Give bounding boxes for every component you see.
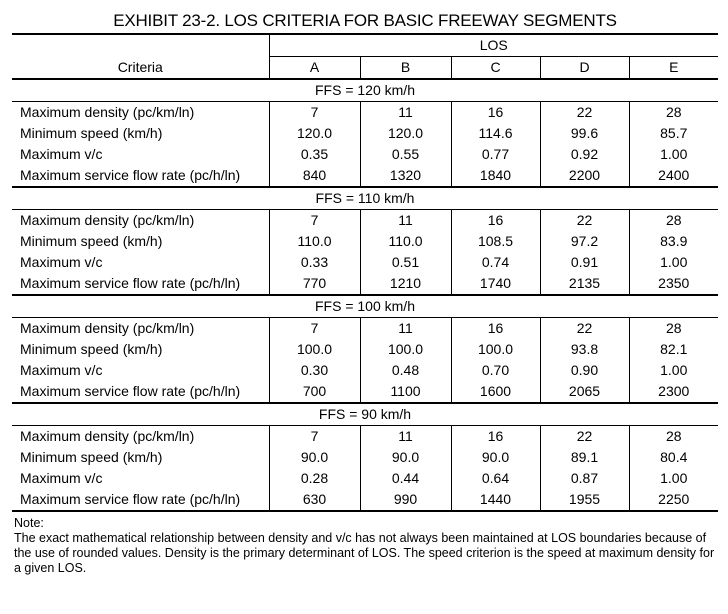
los-value-cell: 7	[269, 318, 360, 340]
los-column-header: C	[451, 57, 540, 80]
los-value-cell: 1.00	[660, 146, 688, 162]
ffs-label: FFS = 100 km/h	[315, 298, 415, 314]
los-value-cell: 700	[269, 381, 360, 403]
los-value-cell: 120.0	[269, 123, 360, 144]
los-value-cell: 100.0	[360, 339, 451, 360]
header-row-los	[12, 34, 718, 57]
los-value-cell: 89.1	[540, 447, 629, 468]
criteria-label: Maximum v/c	[12, 360, 269, 381]
los-value-cell: 0.87	[540, 468, 629, 489]
los-value-cell: 0.70	[451, 360, 540, 381]
criteria-row	[12, 360, 718, 381]
criteria-row	[12, 468, 718, 489]
los-value-cell: 0.48	[360, 360, 451, 381]
los-value-cell: 0.51	[360, 252, 451, 273]
los-value-cell: 7	[269, 210, 360, 232]
los-value-cell: 93.8	[540, 339, 629, 360]
criteria-row	[12, 252, 718, 273]
criteria-row	[12, 123, 718, 144]
los-value-cell: 990	[360, 489, 451, 511]
los-value-cell: 22	[540, 210, 629, 232]
ffs-label: FFS = 90 km/h	[318, 406, 412, 422]
criteria-label: Maximum service flow rate (pc/h/ln)	[12, 489, 269, 511]
ffs-group-row	[12, 403, 718, 426]
criteria-label: Maximum density (pc/km/ln)	[12, 426, 269, 448]
los-value-cell: 1840	[451, 165, 540, 187]
los-value-cell: 11	[360, 318, 451, 340]
los-value-cell: 97.2	[540, 231, 629, 252]
los-value-cell: 11	[360, 102, 451, 124]
los-value-cell: 90.0	[269, 447, 360, 468]
los-value-cell: 1740	[451, 273, 540, 295]
los-value-cell: 0.64	[451, 468, 540, 489]
criteria-label: Minimum speed (km/h)	[12, 231, 269, 252]
los-value-cell: 0.44	[360, 468, 451, 489]
los-value-cell: 114.6	[451, 123, 540, 144]
los-column-header: A	[269, 57, 360, 80]
note-label: Note:	[14, 516, 44, 530]
los-value-cell: 22	[540, 318, 629, 340]
los-value-cell: 630	[269, 489, 360, 511]
criteria-label: Maximum density (pc/km/ln)	[12, 210, 269, 232]
los-value-cell: 120.0	[360, 123, 451, 144]
los-value-cell: 0.91	[540, 252, 629, 273]
los-value-cell: 11	[360, 210, 451, 232]
criteria-label: Minimum speed (km/h)	[12, 123, 269, 144]
los-value-cell: 1100	[360, 381, 451, 403]
los-value-cell: 1210	[360, 273, 451, 295]
los-value-cell: 7	[269, 102, 360, 124]
los-value-cell: 110.0	[269, 231, 360, 252]
los-criteria-table	[12, 33, 718, 512]
los-value-cell: 83.9	[660, 233, 688, 249]
criteria-label: Minimum speed (km/h)	[12, 339, 269, 360]
los-value-cell: 7	[269, 426, 360, 448]
criteria-label: Maximum service flow rate (pc/h/ln)	[12, 165, 269, 187]
criteria-header: Criteria	[12, 34, 269, 79]
los-value-cell: 2400	[658, 167, 690, 183]
los-value-cell: 16	[451, 426, 540, 448]
los-value-cell: 0.90	[540, 360, 629, 381]
los-value-cell: 16	[451, 318, 540, 340]
ffs-group-row	[12, 79, 718, 102]
los-value-cell: 0.77	[451, 144, 540, 165]
los-header: LOS	[269, 34, 718, 57]
los-value-cell: 1.00	[660, 470, 688, 486]
los-value-cell: 2135	[540, 273, 629, 295]
los-value-cell: 28	[665, 104, 682, 120]
los-value-cell: 0.55	[360, 144, 451, 165]
criteria-row	[12, 144, 718, 165]
ffs-label: FFS = 120 km/h	[315, 82, 415, 98]
criteria-label: Maximum service flow rate (pc/h/ln)	[12, 273, 269, 295]
los-value-cell: 2350	[658, 275, 690, 291]
los-value-cell: 770	[269, 273, 360, 295]
criteria-row	[12, 489, 718, 511]
criteria-label: Maximum v/c	[12, 468, 269, 489]
los-value-cell: 2300	[658, 383, 690, 399]
exhibit-title: EXHIBIT 23-2. LOS CRITERIA FOR BASIC FREEWAY SEGMENTS	[113, 11, 617, 30]
los-value-cell: 28	[665, 320, 682, 336]
los-value-cell: 0.28	[269, 468, 360, 489]
criteria-label: Maximum density (pc/km/ln)	[12, 318, 269, 340]
criteria-label: Maximum v/c	[12, 252, 269, 273]
los-value-cell: 16	[451, 102, 540, 124]
criteria-label: Maximum service flow rate (pc/h/ln)	[12, 381, 269, 403]
exhibit	[12, 8, 718, 576]
criteria-row	[12, 165, 718, 187]
los-value-cell: 0.30	[269, 360, 360, 381]
los-value-cell: 110.0	[360, 231, 451, 252]
table-body	[12, 79, 718, 511]
los-value-cell: 80.4	[660, 449, 688, 465]
los-value-cell: 0.33	[269, 252, 360, 273]
los-value-cell: 100.0	[269, 339, 360, 360]
los-value-cell: 1600	[451, 381, 540, 403]
los-value-cell: 0.92	[540, 144, 629, 165]
los-value-cell: 22	[540, 102, 629, 124]
note-text: The exact mathematical relationship between density and v/c has not always been maintained at LOS boundaries because of the use of rounded values. Density is the primary determinant of LOS. The speed criterion is the speed at maximum density for a given LOS.	[14, 531, 715, 575]
los-value-cell: 82.1	[660, 341, 688, 357]
criteria-row	[12, 339, 718, 360]
los-value-cell: 85.7	[660, 125, 688, 141]
los-value-cell: 90.0	[360, 447, 451, 468]
criteria-row	[12, 102, 718, 124]
los-column-header: E	[669, 59, 679, 75]
criteria-row	[12, 426, 718, 448]
los-value-cell: 28	[665, 428, 682, 444]
criteria-row	[12, 210, 718, 232]
los-value-cell: 99.6	[540, 123, 629, 144]
los-value-cell: 0.35	[269, 144, 360, 165]
los-value-cell: 1440	[451, 489, 540, 511]
los-value-cell: 16	[451, 210, 540, 232]
los-value-cell: 2065	[540, 381, 629, 403]
criteria-row	[12, 318, 718, 340]
criteria-row	[12, 381, 718, 403]
table-note	[12, 516, 718, 576]
ffs-group-row	[12, 295, 718, 318]
ffs-label: FFS = 110 km/h	[315, 190, 415, 206]
criteria-label: Maximum density (pc/km/ln)	[12, 102, 269, 124]
los-value-cell: 11	[360, 426, 451, 448]
los-value-cell: 1.00	[660, 254, 688, 270]
los-value-cell: 1955	[540, 489, 629, 511]
los-value-cell: 28	[665, 212, 682, 228]
los-value-cell: 0.74	[451, 252, 540, 273]
criteria-label: Maximum v/c	[12, 144, 269, 165]
los-value-cell: 2200	[540, 165, 629, 187]
los-value-cell: 108.5	[451, 231, 540, 252]
los-column-header: B	[360, 57, 451, 80]
los-value-cell: 2250	[658, 491, 690, 507]
los-value-cell: 1320	[360, 165, 451, 187]
criteria-label: Minimum speed (km/h)	[12, 447, 269, 468]
los-column-header: D	[540, 57, 629, 80]
ffs-group-row	[12, 187, 718, 210]
criteria-row	[12, 231, 718, 252]
los-value-cell: 22	[540, 426, 629, 448]
criteria-row	[12, 273, 718, 295]
los-value-cell: 1.00	[660, 362, 688, 378]
criteria-row	[12, 447, 718, 468]
los-value-cell: 840	[269, 165, 360, 187]
los-value-cell: 100.0	[451, 339, 540, 360]
los-value-cell: 90.0	[451, 447, 540, 468]
